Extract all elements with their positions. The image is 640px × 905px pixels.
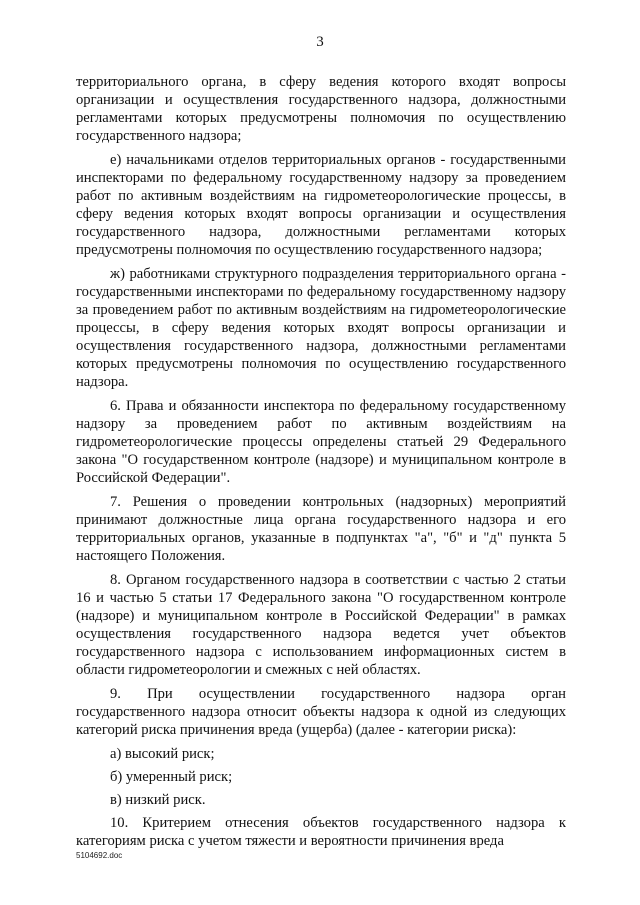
footer-file-code: 5104692.doc bbox=[76, 851, 123, 860]
risk-category-high: а) высокий риск; bbox=[110, 746, 215, 762]
paragraph-10: 10. Критерием отнесения объектов государственного надзора к категориям риска с учетом тяжести и вероятности причинения вреда bbox=[76, 815, 566, 849]
risk-category-low: в) низкий риск. bbox=[110, 792, 206, 808]
paragraph-continuation: территориального органа, в сферу ведения которого входят вопросы организации и осуществления государственного надзора, должностными регламентами которых предусмотрены полномочия по осуществлению государственного надзора; bbox=[76, 74, 566, 144]
page-number: 3 bbox=[316, 34, 324, 50]
paragraph-item-zh: ж) работниками структурного подразделения территориального органа - государственными инспекторами по федеральному государственному надзору за проведением работ по активным воздействиям на гидрометеорологические процессы, в сферу ведения которых входят вопросы организации и осуществления государственного надзора, должностными регламентами которых предусмотрены полномочия по осуществлению государственного надзора. bbox=[76, 266, 566, 390]
risk-category-moderate: б) умеренный риск; bbox=[110, 769, 233, 785]
paragraph-9: 9. При осуществлении государственного надзора орган государственного надзора относит объекты надзора к одной из следующих категорий риска причинения вреда (ущерба) (далее - категории риска): bbox=[76, 686, 566, 738]
paragraph-item-e: е) начальниками отделов территориальных органов - государственными инспекторами по федеральному государственному надзору за проведением работ по активным воздействиям на гидрометеорологические процессы, в сферу ведения которых входят вопросы организации и осуществления государственного надзора, должностными регламентами которых предусмотрены полномочия по осуществлению государственного надзора; bbox=[76, 152, 566, 258]
paragraph-7: 7. Решения о проведении контрольных (надзорных) мероприятий принимают должностные лица органа государственного надзора и его территориальных органов, указанные в подпунктах "а", "б" и "д" пункта 5 настоящего Положения. bbox=[76, 494, 566, 564]
paragraph-6: 6. Права и обязанности инспектора по федеральному государственному надзору за проведением работ по активным воздействиям на гидрометеорологические процессы определены статьей 29 Федерального закона "О государственном контроле (надзоре) и муниципальном контроле в Российской Федерации". bbox=[76, 398, 566, 486]
paragraph-8: 8. Органом государственного надзора в соответствии с частью 2 статьи 16 и частью 5 статьи 17 Федерального закона "О государственном контроле (надзоре) и муниципальном контроле в Российской Федерации" в рамках осуществления государственного надзора ведется учет объектов государственного надзора с использованием информационных систем в области гидрометеорологии и смежных с ней областях. bbox=[76, 572, 566, 678]
document-body bbox=[76, 73, 566, 856]
